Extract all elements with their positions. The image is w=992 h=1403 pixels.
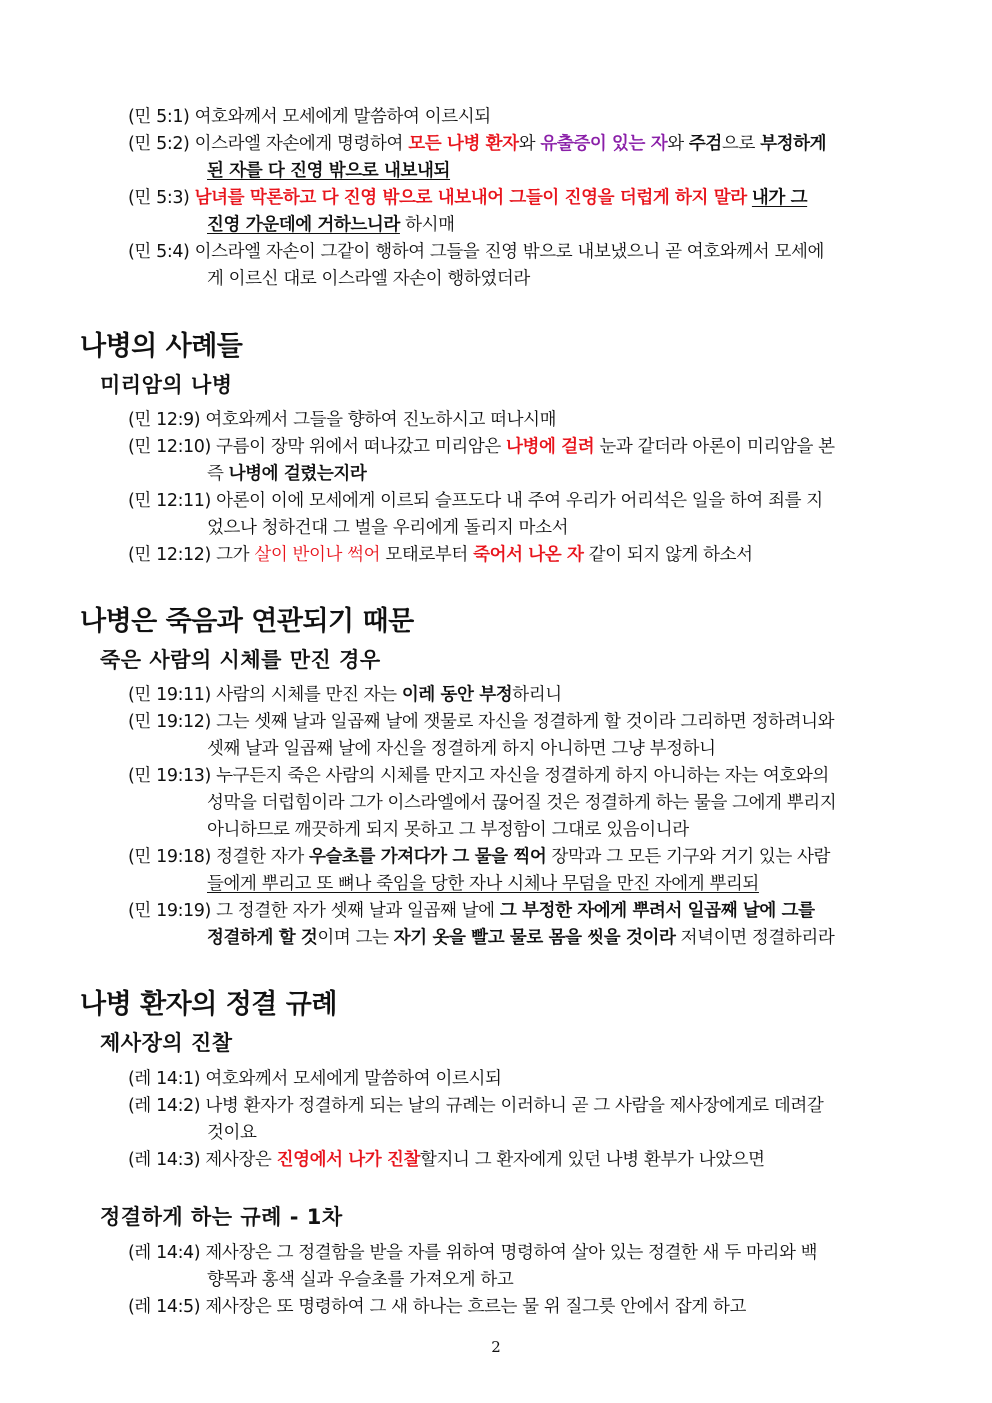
verse-text: 이스라엘 자손에게 명령하여 [194,134,409,154]
verse-text: 눈과 같더라 아론이 미리암을 본 [594,437,835,457]
verse-ref: (레 14:4) [128,1243,201,1263]
highlight-bold: 우슬초를 가져다가 그 물을 찍어 [309,847,547,867]
verse-ref: (레 14:2) [128,1096,201,1116]
verse-num-5-1 [128,104,858,131]
verse-num-19-18 [128,844,858,898]
verse-ref: (민 12:10) [128,437,211,457]
verse-text: 즉 [207,464,229,484]
verse-ref: (민 5:2) [128,134,190,154]
verse-text: 이며 그는 [317,928,394,948]
verse-num-12-11 [128,488,858,542]
verse-text: 와 [518,134,541,154]
verse-text: 여호와께서 그들을 향하여 진노하시고 떠나시매 [205,410,557,430]
verse-text: 향목과 홍색 실과 우슬초를 가져오게 하고 [207,1270,514,1290]
verse-text: 아니하므로 깨끗하게 되지 못하고 그 부정함이 그대로 있음이니라 [207,820,689,840]
verse-ref: (민 12:11) [128,491,211,511]
verse-num-12-9 [128,407,858,434]
verse-text: 저녁이면 정결하리라 [675,928,835,948]
highlight-corpse: 주검 [688,134,722,154]
verse-num-5-3 [128,185,858,239]
verse-text: 여호와께서 모세에게 말씀하여 이르시되 [194,107,491,127]
highlight-bold: 이레 동안 부정 [401,685,513,705]
verse-text: 제사장은 또 명령하여 그 새 하나는 흐르는 물 위 질그릇 안에서 잡게 하고 [205,1297,747,1317]
verse-text: 모태로부터 [380,545,474,565]
verse-text: 사람의 시체를 만진 자는 [216,685,402,705]
verse-num-14-4 [128,1240,858,1294]
verse-num-14-3 [128,1147,858,1174]
verse-num-19-19 [128,898,858,952]
highlight-red-text: 남녀를 막론하고 다 진영 밖으로 내보내어 그들이 진영을 더럽게 하지 말라 [194,188,747,208]
verse-text: 셋째 날과 일곱째 날에 자신을 정결하게 하지 아니하면 그냥 부정하니 [207,739,716,759]
highlight-red-text: 살이 반이나 썩어 [254,545,381,565]
verse-text: 었으나 청하건대 그 벌을 우리에게 돌리지 마소서 [207,518,569,538]
highlight-underline: 진영 가운데에 거하느니라 [207,215,400,235]
highlight-bold: 그 부정한 자에게 뿌려서 일곱째 날에 그를 [499,901,815,921]
verse-text: 이스라엘 자손이 그같이 행하여 그들을 진영 밖으로 내보냈으니 곧 여호와께서 모세에 [194,242,824,262]
highlight-red-text: 나병에 걸려 [506,437,595,457]
section-subtitle: 죽은 사람의 시체를 만진 경우 [100,648,381,672]
section-subtitle: 정결하게 하는 규례 - 1차 [100,1205,343,1229]
highlight-bold: 나병에 걸렸는지라 [228,464,367,484]
verse-text: 같이 되지 않게 하소서 [583,545,753,565]
verse-ref: (민 12:9) [128,410,201,430]
verse-text: 그 정결한 자가 셋째 날과 일곱째 날에 [216,901,500,921]
section-subtitle: 제사장의 진찰 [100,1031,233,1055]
highlight-bold: 자기 옷을 빨고 물로 몸을 씻을 것이라 [393,928,676,948]
verse-text: 성막을 더럽힘이라 그가 이스라엘에서 끊어질 것은 정결하게 하는 물을 그에게 뿌리지 [207,793,837,813]
page-number: 2 [491,1338,501,1356]
verse-text: 와 [667,134,689,154]
verse-text: 아론이 이에 모세에게 이르되 슬프도다 내 주여 우리가 어리석은 일을 하여 죄를 지 [216,491,823,511]
verse-text: 것이요 [207,1123,257,1143]
verse-num-14-2 [128,1093,858,1147]
verse-num-19-13 [128,763,858,844]
verse-ref: (민 12:12) [128,545,211,565]
verse-text: 할지니 그 환자에게 있던 나병 환부가 나았으면 [420,1150,765,1170]
verse-ref: (민 5:1) [128,107,190,127]
section-title: 나병은 죽음과 연관되기 때문 [80,606,414,637]
verse-num-12-12 [128,542,858,569]
highlight-bold: 정결하게 할 것 [207,928,318,948]
verse-text: 그는 셋째 날과 일곱째 날에 잿물로 자신을 정결하게 할 것이라 그리하면 정하려니와 [216,712,835,732]
verse-ref: (민 19:13) [128,766,211,786]
highlight-red-text: 진영에서 나가 진찰 [276,1150,421,1170]
verse-num-19-11 [128,682,858,709]
highlight-discharge: 유출증이 있는 자 [540,134,668,154]
verse-text: 그가 [216,545,255,565]
verse-num-5-2 [128,131,858,185]
verse-text: 정결한 자가 [216,847,309,867]
verse-text: 나병 환자가 정결하게 되는 날의 규례는 이러하니 곧 그 사람을 제사장에게로 데려갈 [205,1096,824,1116]
verse-ref: (민 5:4) [128,242,190,262]
verse-num-5-4 [128,239,858,293]
highlight-sent-out: 된 자를 다 진영 밖으로 내보내되 [207,161,451,181]
highlight-underline: 들에게 뿌리고 또 뼈나 죽임을 당한 자나 시체나 무덤을 만진 자에게 뿌리되 [207,874,759,894]
verse-text: 게 이르신 대로 이스라엘 자손이 행하였더라 [207,269,530,289]
highlight-leper: 모든 나병 환자 [408,134,519,154]
verse-num-14-5 [128,1294,858,1321]
verse-ref: (레 14:3) [128,1150,201,1170]
verse-ref: (민 5:3) [128,188,190,208]
verse-text: 구름이 장막 위에서 떠나갔고 미리암은 [216,437,507,457]
verse-text: 으로 [721,134,761,154]
verse-num-12-10 [128,434,858,488]
section-title: 나병 환자의 정결 규례 [80,989,337,1020]
verse-ref: (레 14:5) [128,1297,201,1317]
verse-num-14-1 [128,1066,858,1093]
verse-text: 누구든지 죽은 사람의 시체를 만지고 자신을 정결하게 하지 아니하는 자는 여호와의 [216,766,829,786]
verse-ref: (레 14:1) [128,1069,201,1089]
verse-ref: (민 19:19) [128,901,211,921]
verse-text: 장막과 그 모든 기구와 거기 있는 사람 [546,847,831,867]
highlight-red-text: 죽어서 나온 자 [473,545,584,565]
section-title: 나병의 사례들 [80,331,243,362]
verse-text: 제사장은 [205,1150,277,1170]
verse-text: 여호와께서 모세에게 말씀하여 이르시되 [205,1069,502,1089]
verse-text: 하리니 [512,685,562,705]
verse-text: 하시매 [399,215,455,235]
verse-ref: (민 19:11) [128,685,211,705]
highlight-underline: 내가 그 [751,188,808,208]
verse-text: 제사장은 그 정결함을 받을 자를 위하여 명령하여 살아 있는 정결한 새 두 마리와 백 [205,1243,818,1263]
verse-num-19-12 [128,709,858,763]
verse-ref: (민 19:18) [128,847,211,867]
section-subtitle: 미리암의 나병 [100,373,233,397]
highlight-unclean: 부정하게 [760,134,827,154]
verse-ref: (민 19:12) [128,712,211,732]
